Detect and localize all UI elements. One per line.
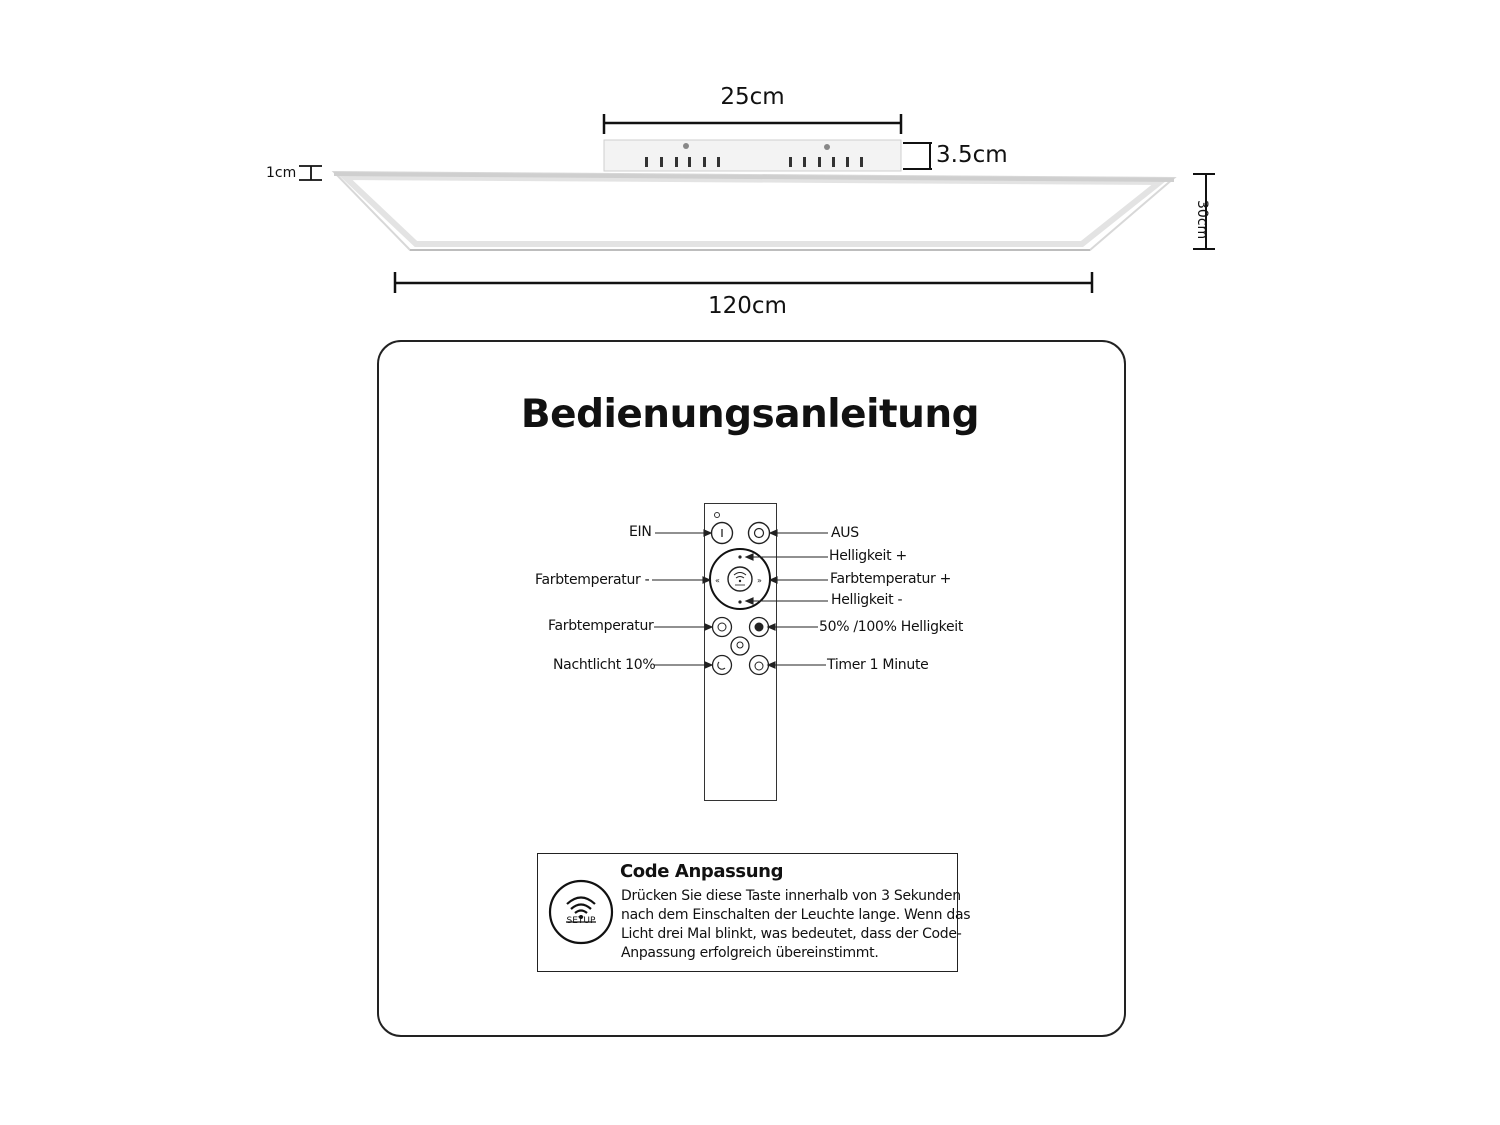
svg-text:»: »: [757, 576, 762, 585]
label-on: EIN: [629, 524, 652, 540]
label-color-temp-plus: Farbtemperatur +: [830, 571, 952, 587]
setup-label: SETUP: [566, 916, 596, 926]
manual-title: Bedienungsanleitung: [520, 392, 980, 437]
code-adjust-text: [621, 887, 970, 963]
power-on-icon: [712, 523, 733, 544]
label-brightness-down: Helligkeit -: [831, 592, 903, 608]
label-off: AUS: [831, 525, 859, 541]
code-line-3: Licht drei Mal blinkt, was bedeutet, dass der Code-: [621, 926, 962, 942]
code-line-2: nach dem Einschalten der Leuchte lange. Wenn das: [621, 907, 971, 923]
label-brightness-up: Helligkeit +: [829, 548, 907, 564]
label-color-temp-minus: Farbtemperatur -: [535, 572, 650, 588]
code-line-4: Anpassung erfolgreich übereinstimmt.: [621, 945, 879, 961]
code-line-1: Drücken Sie diese Taste innerhalb von 3 Sekunden: [621, 888, 961, 904]
label-night-light: Nachtlicht 10%: [553, 657, 656, 673]
wifi-setup-icon: [548, 879, 614, 945]
dim-panel-length: 120cm: [708, 293, 787, 319]
dim-driver-width: 25cm: [720, 84, 785, 110]
label-brightness-50-100: 50% /100% Helligkeit: [819, 619, 964, 635]
label-color-temp: Farbtemperatur: [548, 618, 654, 634]
svg-text:«: «: [715, 576, 720, 585]
power-off-icon: [749, 523, 770, 544]
dim-driver-height: 3.5cm: [936, 142, 1008, 168]
code-adjust-title: Code Anpassung: [620, 861, 784, 882]
label-timer: Timer 1 Minute: [827, 657, 929, 673]
dim-panel-depth: 30cm: [1194, 200, 1210, 240]
dim-panel-thickness: 1cm: [266, 165, 297, 181]
